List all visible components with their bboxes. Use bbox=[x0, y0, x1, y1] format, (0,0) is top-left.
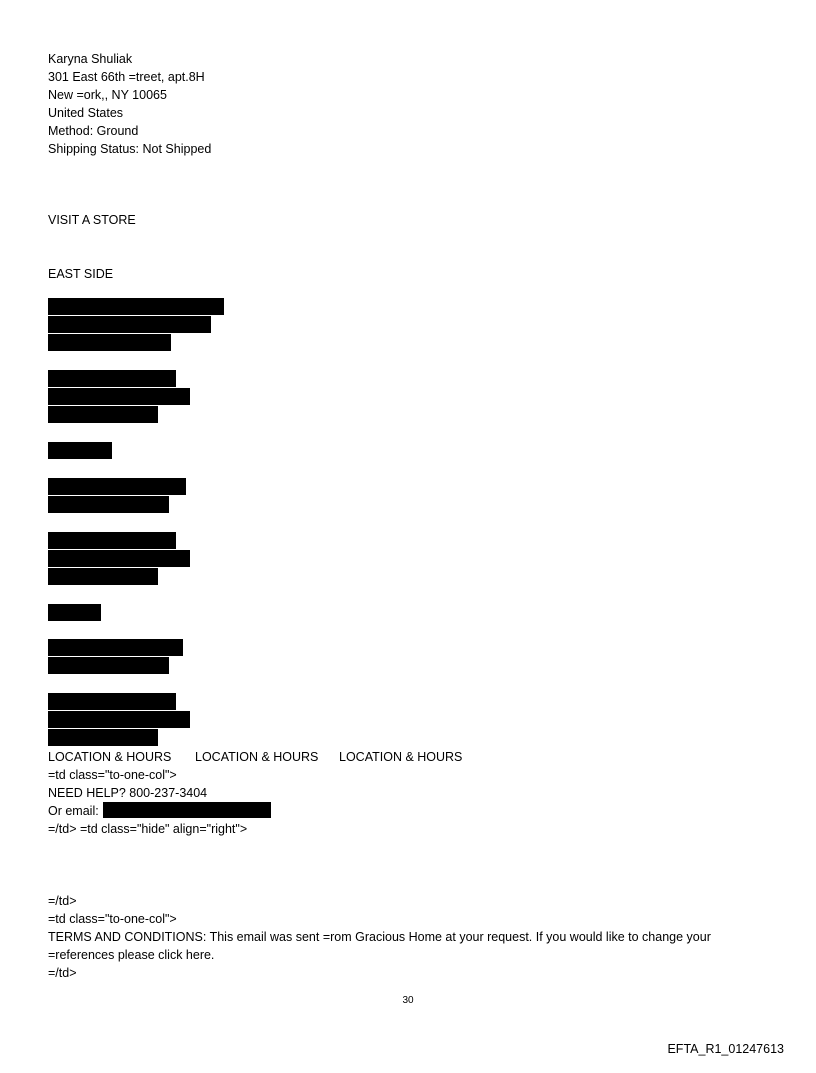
html-code-fragment: =td class="to-one-col"> bbox=[48, 768, 177, 782]
redaction-block bbox=[48, 334, 171, 351]
redaction-block bbox=[48, 532, 176, 549]
east-side-heading: EAST SIDE bbox=[48, 267, 114, 281]
location-hours-link[interactable]: LOCATION & HOURS bbox=[48, 750, 172, 764]
recipient-name: Karyna Shuliak bbox=[48, 52, 133, 66]
redaction-block bbox=[48, 388, 190, 405]
street-address: 301 East 66th =treet, apt.8H bbox=[48, 70, 205, 84]
redaction-block bbox=[48, 442, 112, 459]
email-line bbox=[48, 802, 271, 820]
redaction-block bbox=[48, 370, 176, 387]
html-code-fragment: =td class="to-one-col"> bbox=[48, 912, 177, 926]
visit-store-heading: VISIT A STORE bbox=[48, 213, 136, 227]
location-hours-row bbox=[48, 748, 462, 766]
shipping-method: Method: Ground bbox=[48, 124, 139, 138]
html-code-fragment: =/td> =td class="hide" align="right"> bbox=[48, 822, 248, 836]
html-code-fragment: =/td> bbox=[48, 894, 77, 908]
redaction-block bbox=[48, 711, 190, 728]
need-help-line: NEED HELP? 800-237-3404 bbox=[48, 786, 208, 800]
redaction-block bbox=[48, 604, 101, 621]
bates-number: EFTA_R1_01247613 bbox=[667, 1042, 784, 1056]
redaction-block bbox=[48, 496, 169, 513]
location-hours-link[interactable]: LOCATION & HOURS bbox=[195, 750, 319, 764]
email-label: Or email: bbox=[48, 804, 99, 818]
redaction-block bbox=[48, 657, 169, 674]
page-number: 30 bbox=[402, 995, 414, 1006]
terms-line: TERMS AND CONDITIONS: This email was sent =rom Gracious Home at your request. If you would like to change your bbox=[48, 930, 711, 944]
redaction-block bbox=[48, 568, 158, 585]
redaction-block bbox=[48, 298, 224, 315]
html-code-fragment: =/td> bbox=[48, 966, 77, 980]
redaction-block bbox=[48, 406, 158, 423]
redaction-block bbox=[48, 729, 158, 746]
redaction-block bbox=[48, 693, 176, 710]
redaction-block bbox=[48, 639, 183, 656]
city-state-zip: New =ork,, NY 10065 bbox=[48, 88, 167, 102]
shipping-status: Shipping Status: Not Shipped bbox=[48, 142, 212, 156]
location-hours-link[interactable]: LOCATION & HOURS bbox=[339, 750, 463, 764]
redaction-block bbox=[48, 316, 211, 333]
terms-line[interactable]: =references please click here. bbox=[48, 948, 215, 962]
redaction-block bbox=[48, 550, 190, 567]
redaction-block bbox=[103, 802, 271, 818]
redaction-block bbox=[48, 478, 186, 495]
country: United States bbox=[48, 106, 124, 120]
